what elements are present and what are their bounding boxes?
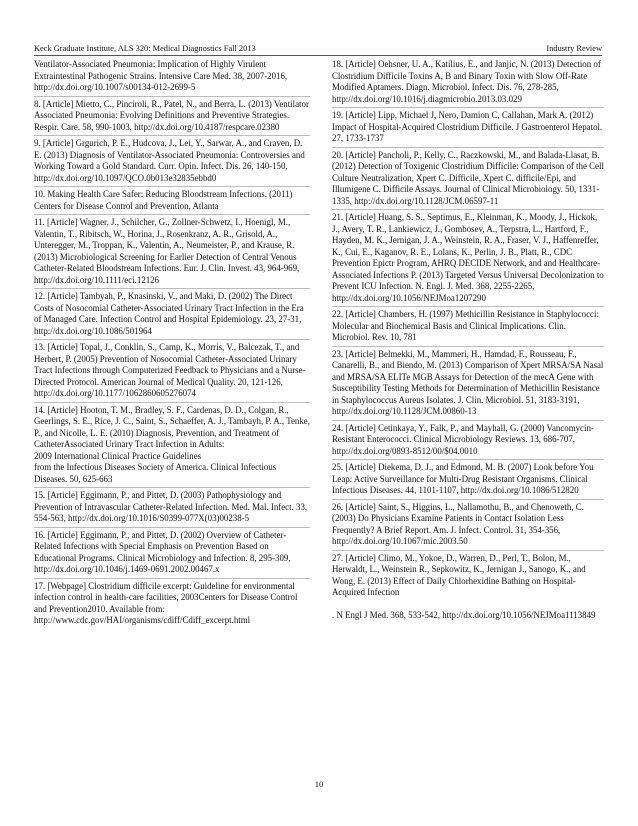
reference-item: 19. [Article] Lipp, Michael J, Nero, Damion C, Callahan, Mark A. (2012) Impact of Hospital-Acquired Clostridium Difficile. J Gastroenterol Hepatol. 27, 1733-1737 — [332, 109, 604, 148]
header-course-title: Keck Graduate Institute, ALS 320: Medical Diagnostics Fall 2013 — [34, 44, 256, 53]
header-rule — [34, 55, 602, 56]
page-number: 10 — [314, 779, 324, 789]
reference-item: 20. [Article] Pancholi, P., Kelly, C., Raczkowski, M., and Balada-Llasat, B. (2012) Detection of Toxigenic Clostridium Difficile: Comparison of the Cell Culture Neutralization, Xpert C. Difficile, Xpert C. difficile/Epi, and Illumigene C. Difficile Assays. Journal of Clinical Microbiology. 50, 1331-1335, http://dx.doi.org/10.1128/JCM.06597-11 — [332, 149, 604, 211]
reference-item: 26. [Article] Saint, S., Higgins, L., Nallamothu, B., and Chenoweth, C. (2003) Do Physicians Examine Patients in Contact Isolation Less Frequently? A Brief Report. Am. J. Infect. Control. 31, 354-356, http://dx.doi.org/10.1067/mic.2003.50 — [332, 501, 604, 551]
reference-item: 23. [Article] Belmekki, M., Mammeri, H., Hamdad, F., Rousseau, F., Canarelli, B., and Biendo, M. (2013) Comparison of Xpert MRSA/SA Nasal and MRSA/SA ELITe MGB Assays for Detection of the mecA Gene with Susceptibility Testing Methods for Determination of Methicillin Resistance in Staphylococcus Aureus Isolates. J. Clin. Microbiol. 51, 3183-3191, http://dx.doi.org/10.1128/JCM.00860-13 — [332, 348, 604, 421]
reference-item: 16. [Article] Eggimann, P., and Pittet, D. (2002) Overview of Catheter-Related Infections with Special Emphasis on Prevention Based on Educational Programs. Clinical Microbiology and Infection. 8, 295-309, http://dx.doi.org/10.1046/j.1469-0691.2002.00467.x — [34, 529, 310, 579]
reference-item: 15. [Article] Eggimann, P., and Pittet, D. (2003) Pathophysiology and Prevention of Intravascular Catheter-Related Infection. Med. Mal. Infect. 33, 554-563, http://dx.doi.org/10.1016/S0399-077X(03)00238-5 — [34, 489, 310, 528]
reference-item: 24. [Article] Cetinkaya, Y., Falk, P., and Mayhall, G. (2000) Vancomycin-Resistant Enterococci. Clinical Microbiology Reviews. 13, 686-707, http://dx.doi.org/0893-8512/00/$04.0010 — [332, 422, 604, 461]
reference-item: 14. [Article] Hooton, T. M., Bradley, S. F., Cardenas, D. D., Colgan, R., Geerlings, S. E., Rice, J. C., Saint, S., Schaeffer, A. J., Tambayh, P. A., Tenke, P., and Nicolle, L. E. (2010) Diagnosis, Prevention, and Treatment of CatheterAssociated Urinary Tract Infection in Adults: 2009 International Clinical Practice Guidelines from the Infectious Diseases Society of America. Clinical Infectious Diseases. 50, 625-663 — [34, 404, 310, 489]
reference-item: 12. [Article] Tambyah, P., Knasinski, V., and Maki, D. (2002) The Direct Costs of Nosocomial Catheter-Associated Urinary Tract Infection in the Era of Managed Care. Infection Control and Hospital Epidemiology. 23, 27-31, http://dx.doi.org/10.1086/501964 — [34, 290, 310, 340]
reference-item: 9. [Article] Grgurich, P. E., Hudcova, J., Lei, Y., Sarwar, A., and Craven, D. E. (2013) Diagnosis of Ventilator-Associated Pneumonia: Controversies and Working Toward a Gold Standard. Curr. Opin. Infect. Dis. 26, 140-150, http://dx.doi.org/10.1097/QCO.0b013e32835ebbd0 — [34, 137, 310, 187]
reference-item: 18. [Article] Oehsner, U. A., Katilius, E., and Janjic, N. (2013) Detection of Clostridium Difficile Toxins A, B and Binary Toxin with Slow Off-Rate Modified Aptamers. Diagn. Microbiol. Infect. Dis. 76, 278-285, http://dx.doi.org/10.1016/j.diagmicrobio.2013.03.029 — [332, 58, 604, 108]
reference-item: Ventilator-Associated Pneumonia: Implication of Highly Virulent Extraintestinal Pathogenic Strains. Intensive Care Med. 38, 2007-2016, http://dx.doi.org/10.1007/s00134-012-2699-5 — [34, 58, 310, 97]
references-left-column — [34, 58, 310, 630]
reference-item: 21. [Article] Huang, S. S., Septimus, E., Kleinman, K., Moody, J., Hickok, J., Avery, T. R., Lankiewicz, J., Gombosev, A., Terpstra, L., Hartford, F., Hayden, M. K., Jernigan, J. A., Weinstein, R. A., Fraser, V. J., Haffenreffer, K., Cui, E., Kaganov, R. E., Lolans, K., Perlin, J. B., Platt, R., CDC Prevention Epictr Program, AHRQ DECIDE Network, and and Healthcare-Associated Infections P. (2013) Targeted Versus Universal Decolonization to Prevent ICU Infection. N. Engl. J. Med. 368, 2255-2265, http://dx.doi.org/10.1056/NEJMoa1207290 — [332, 211, 604, 307]
references-right-column — [332, 58, 604, 625]
reference-item: 13. [Article] Topal, J., Conklin, S., Camp, K., Morris, V., Balcezak, T., and Herbert, P. (2005) Prevention of Nosocomial Catheter-Associated Urinary Tract Infections through Computerized Feedback to Physicians and a Nurse-Directed Protocol. American Journal of Medical Quality. 20, 121-126, http://dx.doi.org/10.1177/1062860605276074 — [34, 341, 310, 403]
reference-item: 10. Making Health Care Safer: Reducing Bloodstream Infections. (2011) Centers for Disease Control and Prevention, Atlanta — [34, 188, 310, 215]
reference-item: 25. [Article] Diekema, D. J., and Edmond, M. B. (2007) Look before You Leap: Active Surveillance for Multi-Drug Resistant Organisms. Clinical Infectious Diseases. 44, 1101-1107, http://dx.doi.org/10.1086/512820 — [332, 461, 604, 500]
reference-item: 22. [Article] Chambers, H. (1997) Methicillin Resistance in Staphylococci: Molecular and Biochemical Basis and Clinical Implications. Clin. Microbiol. Rev. 10, 781 — [332, 308, 604, 347]
reference-item: 11. [Article] Wagner, J., Schilcher, G., Zollner-Schwetz, I., Hoenigl, M., Valentin, T., Ribitsch, W., Horina, J., Rosenkranz, A. R., Grisold, A., Unteregger, M., Troppan, K., Valentin, A., Neumeister, P., and Krause, R. (2013) Microbiological Screening for Earlier Detection of Central Venous Catheter-Related Bloodstream Infections. Eur. J. Clin. Invest. 43, 964-969, http://dx.doi.org/10.1111/eci.12126 — [34, 216, 310, 289]
reference-item: 17. [Webpage] Clostridium difficile excerpt: Guideline for environmental infection control in health-care facilities, 2003Centers for Disease Control and Prevention2010. Available from: http://www.cdc.gov/HAI/organisms/cdiff/Cdiff_excerpt.html — [34, 580, 298, 625]
header-section-title: Industry Review — [546, 44, 602, 53]
reference-item: 8. [Article] Mietto, C., Pinciroli, R., Patel, N., and Berra, L. (2013) Ventilator Associated Pneumonia: Evolving Definitions and Preventive Strategies. Respir. Care. 58, 990-1003, http://dx.doi.org/10.4187/respcare.02380 — [34, 98, 310, 137]
reference-item: 27. [Article] Climo, M., Yokoe, D., Warren, D., Perl, T., Bolon, M., Herwaldt, L., Weinstein R., Sepkowitz, K., Jernigan J., Sanogo, K., and Wong, E. (2013) Effect of Daily Chlorhexidine Bathing on Hospital-Acquired Infection . N Engl J Med. 368, 533-542, http://dx.doi.org/10.1056/NEJMoa1113849 — [332, 552, 596, 620]
